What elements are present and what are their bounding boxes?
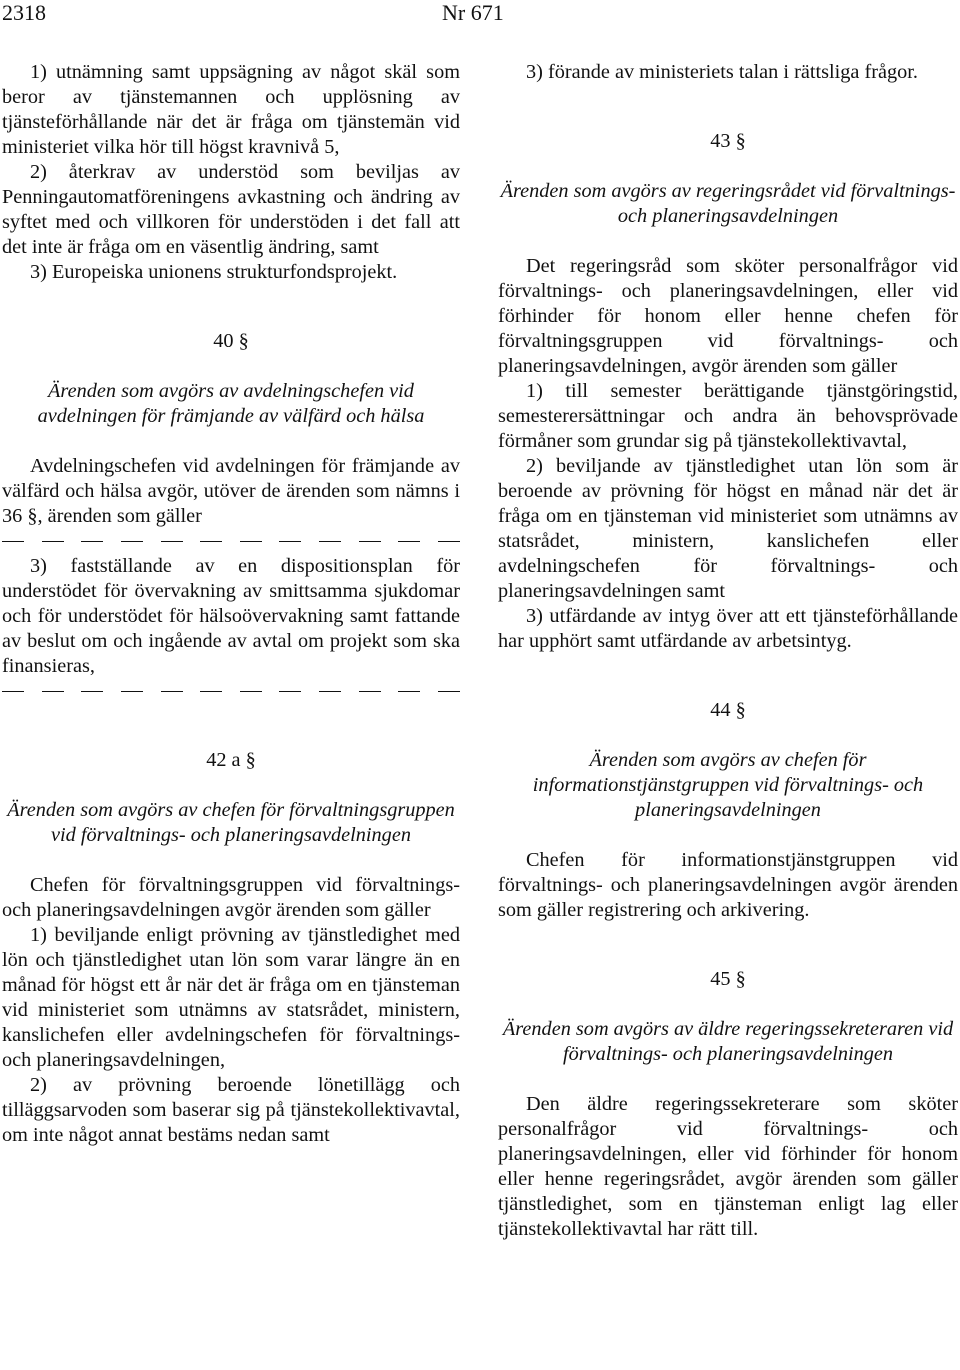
section-title: Ärenden som avgörs av chefen för informationstjänstgruppen vid förvaltnings- och planeringsavdelningen <box>532 749 924 821</box>
paragraph: 1) beviljande enligt prövning av tjänstledighet med lön och tjänstledighet utan lön som varar längre än en månad för högst ett år när det är fråga om en tjänsteman vid ministeriet som utnämns av statsrådet, ministern, kanslichefen eller avdelningschefen för förvaltnings- och planeringsavdelningen, <box>2 924 460 1071</box>
paragraph: 3) fastställande av en dispositionsplan för understödet för övervakning av smittsamma sjukdomar och för understödet för hälsoövervakning samt fattande av beslut om och ingående av avtal om projekt som ska finansieras, <box>2 555 460 677</box>
paragraph: Det regeringsråd som sköter personalfrågor vid förvaltnings- och planeringsavdelningen, eller vid förhinder för honom eller henne chefen för förvaltningsgruppen vid förvaltnings- och planeringsavdelningen, avgör ärenden som gäller <box>498 255 958 377</box>
dash <box>161 691 183 692</box>
dash <box>398 541 420 542</box>
omission-dashes <box>2 679 460 704</box>
paragraph: 2) återkrav av understöd som beviljas av Penningautomatföreningens avkastning och ändring av syftet med och villkoren för understöden i det fall att det inte är fråga om en väsentlig ändring, samt <box>2 161 460 258</box>
section-number: 42 a § <box>206 749 256 771</box>
dash <box>200 541 222 542</box>
dash <box>42 691 64 692</box>
paragraph: 3) utfärdande av intyg över att ett tjänsteförhållande har upphört samt utfärdande av arbetsintyg. <box>498 605 958 652</box>
dash <box>359 541 381 542</box>
paragraph: 3) Europeiska unionens strukturfondsprojekt. <box>30 261 398 283</box>
dash <box>121 691 143 692</box>
section-number: 44 § <box>710 699 746 721</box>
dash <box>319 691 341 692</box>
page-number: 2318 <box>2 0 46 25</box>
left-column <box>2 60 460 1148</box>
section-number: 43 § <box>710 130 746 152</box>
section-title: Ärenden som avgörs av äldre regeringssekreteraren vid förvaltnings- och planeringsavdelningen <box>502 1018 954 1065</box>
section-number: 45 § <box>710 968 746 990</box>
paragraph: 1) till semester berättigande tjänstgöringstid, semesterersättningar och andra än behovsprövade förmåner som grundar sig på tjänstekollektivavtal, <box>498 380 958 452</box>
dash <box>359 691 381 692</box>
dash <box>81 541 103 542</box>
dash <box>240 541 262 542</box>
dash <box>438 541 460 542</box>
paragraph: Chefen för förvaltningsgruppen vid förvaltnings- och planeringsavdelningen avgör ärenden som gäller <box>2 874 460 921</box>
dash <box>81 691 103 692</box>
section-number: 40 § <box>213 330 249 352</box>
paragraph: 1) utnämning samt uppsägning av något skäl som beror av tjänstemannen och upplösning av tjänsteförhållande när det är fråga om tjänstemän vid ministeriet vilka hör till högst kravnivå 5, <box>2 61 460 158</box>
issue-number: Nr 671 <box>442 0 504 25</box>
page-header <box>0 0 960 32</box>
dash <box>279 541 301 542</box>
paragraph: Chefen för informationstjänstgruppen vid förvaltnings- och planeringsavdelningen avgör ärenden som gäller registrering och arkivering. <box>498 849 958 921</box>
dash <box>279 691 301 692</box>
dash <box>2 541 24 542</box>
dash <box>319 541 341 542</box>
section-title: Ärenden som avgörs av chefen för förvaltningsgruppen vid förvaltnings- och planeringsavdelningen <box>7 799 455 846</box>
paragraph: Den äldre regeringssekreterare som sköter personalfrågor vid förvaltnings- och planeringsavdelningen, eller vid förhinder för honom eller henne regeringsrådet, avgör ärenden som gäller tjänstledighet, som en tjänsteman enligt lag eller tjänstekollektivavtal har rätt till. <box>498 1093 958 1240</box>
dash <box>438 691 460 692</box>
paragraph: 3) förande av ministeriets talan i rättsliga frågor. <box>526 61 918 83</box>
omission-dashes <box>2 529 460 554</box>
dash <box>42 541 64 542</box>
dash <box>2 691 24 692</box>
section-title: Ärenden som avgörs av regeringsrådet vid förvaltnings- och planeringsavdelningen <box>500 180 956 227</box>
right-column <box>498 60 958 1242</box>
dash <box>240 691 262 692</box>
dash <box>121 541 143 542</box>
dash <box>161 541 183 542</box>
paragraph: 2) av prövning beroende lönetillägg och tilläggsarvoden som baserar sig på tjänstekollektivavtal, om inte något annat bestäms nedan samt <box>2 1074 460 1146</box>
paragraph: 2) beviljande av tjänstledighet utan lön som är beroende av prövning för högst en månad när det är fråga om en tjänsteman vid ministeriet som utnämns av statsrådet, ministern, kanslichefen eller avdelningschefen för förvaltnings- och planeringsavdelningen samt <box>498 455 958 602</box>
dash <box>398 691 420 692</box>
dash <box>200 691 222 692</box>
paragraph: Avdelningschefen vid avdelningen för främjande av välfärd och hälsa avgör, utöver de ärenden som nämns i 36 §, ärenden som gäller <box>2 455 460 527</box>
section-title: Ärenden som avgörs av avdelningschefen vid avdelningen för främjande av välfärd och hälsa <box>37 380 425 427</box>
